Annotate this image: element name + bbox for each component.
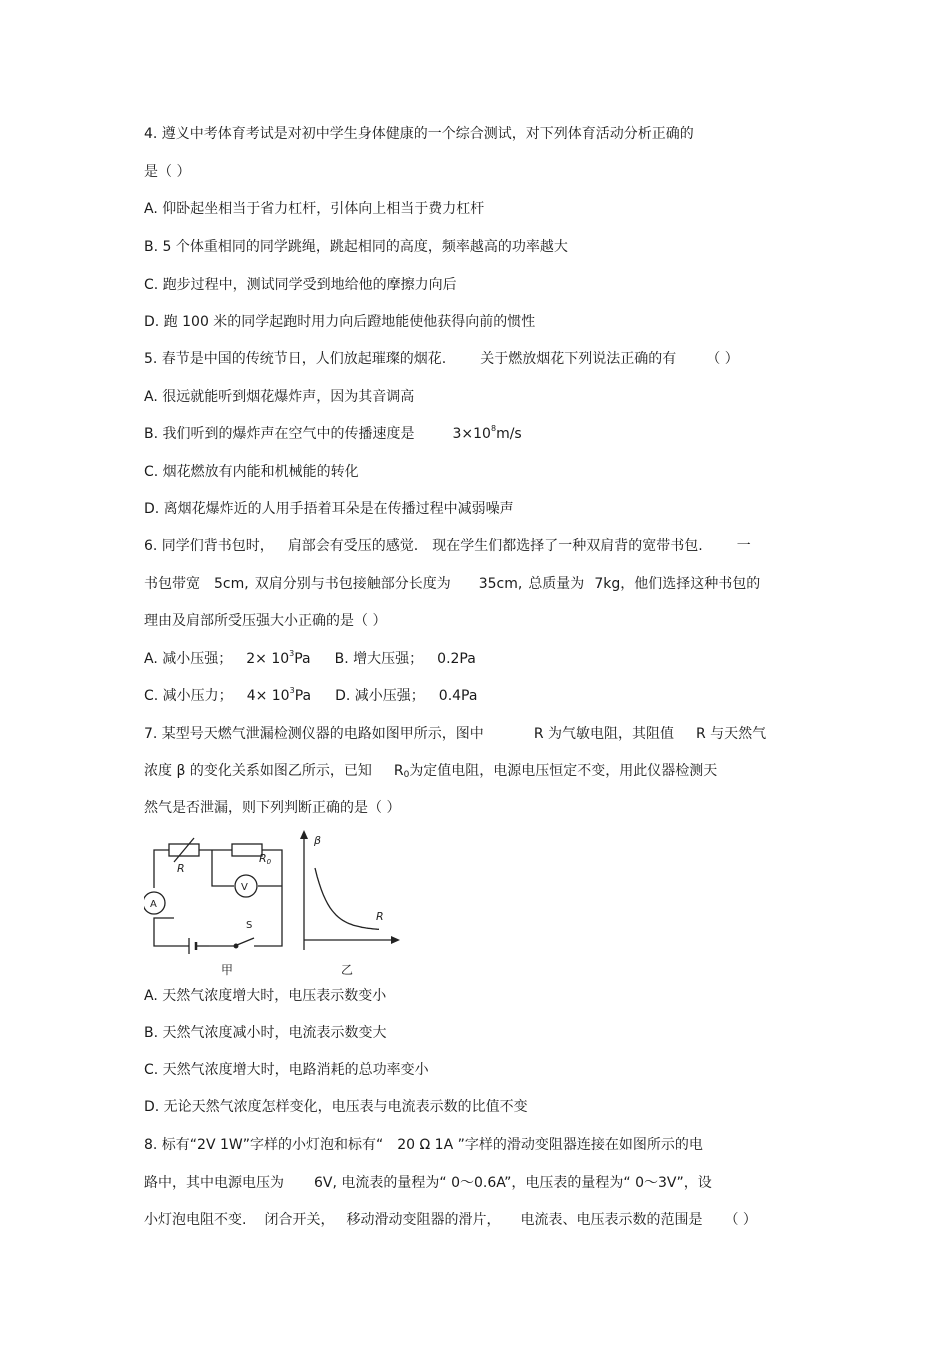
- q4-option-d: D. 跑 100 米的同学起跑时用力向后蹬地能使他获得向前的惯性: [144, 314, 536, 330]
- label-s: S: [246, 920, 253, 931]
- q5-option-b-unit: m/s: [496, 426, 522, 442]
- q7-stem-line3: 然气是否泄漏，则下列判断正确的是（ ）: [144, 800, 401, 816]
- q8-part: 闭合开关，: [264, 1212, 335, 1228]
- q6-option-c-label: C. 减小压力；: [144, 688, 233, 704]
- x-axis-arrow: [391, 936, 400, 944]
- wire: [154, 918, 189, 946]
- q6-part: 书包带宽: [144, 576, 200, 592]
- q6-option-b-val: 0.2Pa: [437, 651, 476, 667]
- beta-vs-r-curve: [315, 868, 379, 929]
- q8-part: 路中，其中电源电压为: [144, 1175, 284, 1191]
- q6-part: 肩部会有受压的感觉.: [287, 538, 419, 554]
- q8-stem-line3: [144, 1210, 757, 1230]
- q6-option-c-val: 4× 10: [246, 688, 290, 704]
- label-r0: R0: [259, 852, 272, 866]
- y-axis-arrow: [300, 830, 308, 839]
- q7-option-d: D. 无论天然气浓度怎样变化，电压表与电流表示数的比值不变: [144, 1099, 528, 1115]
- q6-option-a-val: 2× 10: [246, 651, 290, 667]
- q6-part: 总质量为: [528, 576, 585, 592]
- q7-part-sub: 0: [403, 770, 410, 780]
- q8-stem-line1: [144, 1135, 703, 1155]
- q5-stem: [144, 349, 739, 369]
- q6-options-ab: [144, 649, 476, 669]
- q5-option-b-text: B. 我们听到的爆炸声在空气中的传播速度是: [144, 426, 415, 442]
- q6-option-a-label: A. 减小压强；: [144, 651, 233, 667]
- q8-part: （ ）: [724, 1212, 757, 1228]
- q7-part: R: [393, 763, 404, 779]
- label-curve-r: R: [376, 910, 384, 923]
- q6-part: 现在学生们都选择了一种双肩背的宽带书包.: [432, 538, 703, 554]
- q7-part: 浓度 β 的变化关系如图乙所示，已知: [144, 763, 372, 779]
- wire: [154, 850, 169, 888]
- q6-option-d-label: D. 减小压强；: [335, 688, 425, 704]
- q7-part: 为定值电阻，电源电压恒定不变，用此仪器检测天: [409, 763, 718, 779]
- q7-option-c: C. 天然气浓度增大时，电路消耗的总功率变小: [144, 1062, 429, 1078]
- label-a: A: [150, 899, 157, 910]
- q8-part: 8. 标有“2V 1W”字样的小灯泡和标有“: [144, 1137, 384, 1153]
- label-yi: 乙: [341, 963, 354, 977]
- q5-stem-part: 5. 春节是中国的传统节日，人们放起璀璨的烟花.: [144, 351, 447, 367]
- q6-option-c-unit: Pa: [294, 688, 312, 704]
- q7-part: R 为气敏电阻，其阻值: [533, 726, 674, 742]
- concentration-graph-yi: [300, 830, 400, 950]
- label-beta: β: [314, 834, 322, 847]
- q6-option-a-unit: Pa: [294, 651, 311, 667]
- q6-option-a-exp: 3: [289, 649, 295, 658]
- q7-stem-line2: [144, 761, 717, 781]
- q8-part: 小灯泡电阻不变.: [144, 1212, 247, 1228]
- q6-stem-line2: [144, 574, 760, 594]
- q5-option-a: A. 很远就能听到烟花爆炸声，因为其音调高: [144, 389, 415, 405]
- fixed-resistor-r0: [232, 844, 262, 856]
- q5-stem-part: 关于燃放烟花下列说法正确的有: [480, 351, 677, 367]
- variable-arrow: [174, 838, 194, 862]
- q7-option-a: A. 天然气浓度增大时，电压表示数变小: [144, 988, 387, 1004]
- label-jia: 甲: [221, 963, 234, 977]
- q6-part: 双肩分别与书包接触部分长度为: [254, 576, 451, 592]
- label-r: R: [177, 862, 185, 875]
- q8-part: 6V, 电流表的量程为“ 0～0.6A”，电压表的量程为“ 0～3V”，设: [314, 1175, 712, 1191]
- q5-option-b: [144, 424, 522, 444]
- q6-option-d-val: 0.4Pa: [438, 688, 478, 704]
- q6-option-c-exp: 3: [289, 686, 295, 695]
- q8-part: 电流表、电压表示数的范围是: [520, 1212, 703, 1228]
- q6-part: 7kg，他们选择这种书包的: [594, 576, 761, 592]
- q4-stem-cont: 是（ ）: [144, 164, 191, 180]
- q6-options-cd: [144, 686, 477, 706]
- label-v: V: [241, 882, 248, 893]
- q7-part: 7. 某型号天燃气泄漏检测仪器的电路如图甲所示，图中: [144, 726, 484, 742]
- q7-part: R 与天然气: [696, 726, 767, 742]
- circuit-and-graph-figure: [144, 828, 404, 978]
- q6-option-b-label: B. 增大压强；: [334, 651, 424, 667]
- q8-stem-line2: [144, 1173, 712, 1193]
- wire: [212, 850, 234, 886]
- q6-part: 5cm,: [214, 576, 249, 592]
- q8-part: 移动滑动变阻器的滑片，: [346, 1212, 501, 1228]
- q6-part: 35cm,: [478, 576, 523, 592]
- q6-part: 一: [736, 538, 751, 554]
- q4-option-a: A. 仰卧起坐相当于省力杠杆，引体向上相当于费力杠杆: [144, 201, 485, 217]
- q4-stem: 4. 遵义中考体育考试是对初中学生身体健康的一个综合测试，对下列体育活动分析正确的: [144, 126, 694, 142]
- q6-part: 6. 同学们背书包时，: [144, 538, 274, 554]
- q5-option-b-exp: 8: [490, 424, 497, 433]
- q4-option-b: B. 5 个体重相同的同学跳绳，跳起相同的高度，频率越高的功率越大: [144, 239, 568, 255]
- switch-lever: [237, 938, 254, 945]
- q7-option-b: B. 天然气浓度减小时，电流表示数变大: [144, 1025, 387, 1041]
- q5-option-c: C. 烟花燃放有内能和机械能的转化: [144, 464, 359, 480]
- q4-option-c: C. 跑步过程中，测试同学受到地给他的摩擦力向后: [144, 277, 457, 293]
- q5-option-d: D. 离烟花爆炸近的人用手捂着耳朵是在传播过程中减弱噪声: [144, 501, 514, 517]
- q5-option-b-num: 3×10: [452, 426, 491, 442]
- q5-stem-part: （ ）: [706, 351, 739, 367]
- q8-part: 20 Ω 1A ”字样的滑动变阻器连接在如图所示的电: [397, 1137, 703, 1153]
- q7-stem-line1: [144, 724, 766, 744]
- q6-stem-line3: 理由及肩部所受压强大小正确的是（ ）: [144, 613, 387, 629]
- q6-stem-line1: [144, 536, 751, 556]
